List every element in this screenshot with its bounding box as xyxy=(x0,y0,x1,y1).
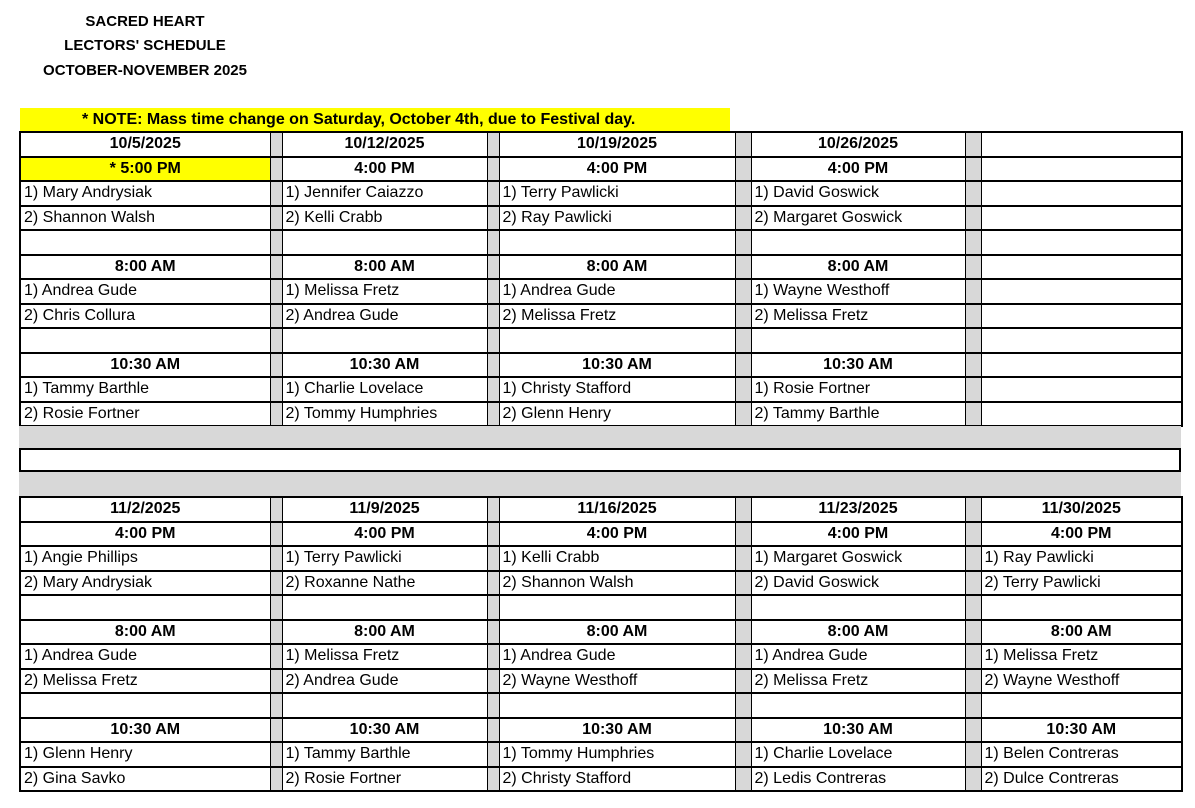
column-separator xyxy=(965,353,981,378)
empty-cell xyxy=(20,595,270,620)
mass-time-cell: 8:00 AM xyxy=(282,255,487,280)
lector-cell: 2) Rosie Fortner xyxy=(20,402,270,427)
service-date-cell: 10/19/2025 xyxy=(499,132,735,157)
title-schedule: LECTORS' SCHEDULE xyxy=(64,37,226,54)
lector-cell: 2) Shannon Walsh xyxy=(20,206,270,231)
november-row-t8 xyxy=(20,620,1182,645)
column-separator xyxy=(487,353,499,378)
column-separator xyxy=(735,353,751,378)
lector-cell: 2) Melissa Fretz xyxy=(499,304,735,329)
lector-cell: 1) Kelli Crabb xyxy=(499,546,735,571)
lector-cell xyxy=(981,206,1182,231)
lector-cell: 1) Jennifer Caiazzo xyxy=(282,181,487,206)
column-separator xyxy=(270,181,282,206)
column-separator xyxy=(735,206,751,231)
column-separator xyxy=(735,279,751,304)
mass-time-cell: 4:00 PM xyxy=(499,522,735,547)
column-separator xyxy=(965,230,981,255)
column-separator xyxy=(735,718,751,743)
mass-time-cell: 10:30 AM xyxy=(282,353,487,378)
service-date-cell: 11/16/2025 xyxy=(499,497,735,522)
mass-time-cell: 10:30 AM xyxy=(751,718,965,743)
lector-cell xyxy=(981,181,1182,206)
lector-cell: 1) Tommy Humphries xyxy=(499,742,735,767)
mass-time-cell: * 5:00 PM xyxy=(20,157,270,182)
column-separator xyxy=(270,522,282,547)
column-separator xyxy=(487,181,499,206)
column-separator xyxy=(270,377,282,402)
column-separator xyxy=(487,742,499,767)
november-row-dates xyxy=(20,497,1182,522)
lector-cell: 2) Margaret Goswick xyxy=(751,206,965,231)
empty-cell xyxy=(751,595,965,620)
empty-cell xyxy=(282,693,487,718)
lector-cell: 2) Ray Pawlicki xyxy=(499,206,735,231)
column-separator xyxy=(965,279,981,304)
column-separator xyxy=(270,767,282,792)
service-date-cell: 10/26/2025 xyxy=(751,132,965,157)
lector-cell xyxy=(981,402,1182,427)
column-separator xyxy=(487,693,499,718)
mass-time-cell: 8:00 AM xyxy=(20,620,270,645)
lector-cell: 1) Belen Contreras xyxy=(981,742,1182,767)
mass-time-cell: 4:00 PM xyxy=(499,157,735,182)
november-row-blank xyxy=(20,595,1182,620)
november-rows xyxy=(20,497,1182,791)
column-separator xyxy=(487,595,499,620)
separator-band-bottom xyxy=(19,472,1181,496)
lector-cell: 2) Melissa Fretz xyxy=(20,669,270,694)
mass-time-cell: 10:30 AM xyxy=(981,718,1182,743)
october-rows xyxy=(20,132,1182,426)
lector-cell: 1) Andrea Gude xyxy=(499,644,735,669)
column-separator xyxy=(270,353,282,378)
column-separator xyxy=(735,595,751,620)
empty-cell xyxy=(499,328,735,353)
lector-cell: 2) Glenn Henry xyxy=(499,402,735,427)
title-parish: SACRED HEART xyxy=(85,13,205,30)
november-row-t1030 xyxy=(20,718,1182,743)
empty-cell xyxy=(981,230,1182,255)
column-separator xyxy=(270,497,282,522)
empty-cell xyxy=(751,230,965,255)
november-row-m8_r2 xyxy=(20,669,1182,694)
column-separator xyxy=(735,157,751,182)
mass-time-cell xyxy=(981,353,1182,378)
column-separator xyxy=(965,255,981,280)
column-separator xyxy=(270,304,282,329)
october-row-blank xyxy=(20,328,1182,353)
lector-cell: 1) Glenn Henry xyxy=(20,742,270,767)
october-row-t1030 xyxy=(20,353,1182,378)
october-row-sat_r2 xyxy=(20,206,1182,231)
mass-time-cell: 4:00 PM xyxy=(751,157,965,182)
october-row-dates xyxy=(20,132,1182,157)
service-date-cell: 11/9/2025 xyxy=(282,497,487,522)
november-schedule-table xyxy=(19,496,1183,792)
lector-cell: 1) Terry Pawlicki xyxy=(282,546,487,571)
november-row-sat_r1 xyxy=(20,546,1182,571)
november-row-m8_r1 xyxy=(20,644,1182,669)
lector-cell: 2) Wayne Westhoff xyxy=(981,669,1182,694)
column-separator xyxy=(270,255,282,280)
lector-cell: 2) Mary Andrysiak xyxy=(20,571,270,596)
column-separator xyxy=(735,255,751,280)
mass-time-cell: 10:30 AM xyxy=(282,718,487,743)
column-separator xyxy=(735,669,751,694)
october-row-sat_times xyxy=(20,157,1182,182)
column-separator xyxy=(270,279,282,304)
column-separator xyxy=(270,328,282,353)
column-separator xyxy=(735,497,751,522)
empty-cell xyxy=(20,328,270,353)
column-separator xyxy=(487,644,499,669)
column-separator xyxy=(735,181,751,206)
column-separator xyxy=(965,546,981,571)
empty-cell xyxy=(20,230,270,255)
lector-cell: 1) Andrea Gude xyxy=(20,279,270,304)
column-separator xyxy=(487,157,499,182)
lector-cell: 2) David Goswick xyxy=(751,571,965,596)
lector-cell: 2) Chris Collura xyxy=(20,304,270,329)
mass-time-cell: 10:30 AM xyxy=(751,353,965,378)
empty-cell xyxy=(981,693,1182,718)
lector-cell xyxy=(981,377,1182,402)
service-date-cell: 11/23/2025 xyxy=(751,497,965,522)
lector-cell: 1) Terry Pawlicki xyxy=(499,181,735,206)
column-separator xyxy=(735,328,751,353)
lector-cell: 2) Christy Stafford xyxy=(499,767,735,792)
column-separator xyxy=(735,571,751,596)
service-date-cell: 11/2/2025 xyxy=(20,497,270,522)
column-separator xyxy=(965,377,981,402)
column-separator xyxy=(965,767,981,792)
lector-cell: 2) Kelli Crabb xyxy=(282,206,487,231)
note-banner: * NOTE: Mass time change on Saturday, October 4th, due to Festival day. xyxy=(20,108,730,131)
column-separator xyxy=(487,304,499,329)
mass-time-cell: 4:00 PM xyxy=(20,522,270,547)
empty-cell xyxy=(751,693,965,718)
empty-cell xyxy=(981,595,1182,620)
mass-time-cell: 4:00 PM xyxy=(981,522,1182,547)
column-separator xyxy=(965,693,981,718)
lector-cell: 2) Andrea Gude xyxy=(282,304,487,329)
october-row-m1030_r1 xyxy=(20,377,1182,402)
column-separator xyxy=(487,377,499,402)
mass-time-cell: 10:30 AM xyxy=(20,353,270,378)
column-separator xyxy=(270,595,282,620)
column-separator xyxy=(487,620,499,645)
column-separator xyxy=(270,718,282,743)
service-date-cell xyxy=(981,132,1182,157)
lector-cell: 1) Margaret Goswick xyxy=(751,546,965,571)
lector-cell: 2) Ledis Contreras xyxy=(751,767,965,792)
mass-time-cell: 8:00 AM xyxy=(751,620,965,645)
separator-band-top xyxy=(19,426,1181,448)
lector-cell: 2) Terry Pawlicki xyxy=(981,571,1182,596)
mass-time-cell: 8:00 AM xyxy=(751,255,965,280)
november-row-sat_r2 xyxy=(20,571,1182,596)
service-date-cell: 11/30/2025 xyxy=(981,497,1182,522)
lector-cell: 2) Rosie Fortner xyxy=(282,767,487,792)
lector-cell: 1) Wayne Westhoff xyxy=(751,279,965,304)
november-row-m1030_r1 xyxy=(20,742,1182,767)
column-separator xyxy=(965,304,981,329)
column-separator xyxy=(487,669,499,694)
column-separator xyxy=(965,497,981,522)
mass-time-cell: 8:00 AM xyxy=(499,255,735,280)
column-separator xyxy=(965,328,981,353)
column-separator xyxy=(270,742,282,767)
lector-cell: 2) Gina Savko xyxy=(20,767,270,792)
column-separator xyxy=(965,742,981,767)
column-separator xyxy=(965,522,981,547)
column-separator xyxy=(487,718,499,743)
empty-cell xyxy=(282,230,487,255)
column-separator xyxy=(487,571,499,596)
lector-cell: 2) Andrea Gude xyxy=(282,669,487,694)
mass-time-cell: 8:00 AM xyxy=(981,620,1182,645)
column-separator xyxy=(735,644,751,669)
column-separator xyxy=(487,497,499,522)
column-separator xyxy=(270,402,282,427)
lector-cell: 1) Angie Phillips xyxy=(20,546,270,571)
column-separator xyxy=(965,620,981,645)
lector-cell: 1) Tammy Barthle xyxy=(282,742,487,767)
lector-cell: 2) Dulce Contreras xyxy=(981,767,1182,792)
empty-cell xyxy=(981,328,1182,353)
lector-cell: 2) Shannon Walsh xyxy=(499,571,735,596)
lector-cell: 1) Charlie Lovelace xyxy=(751,742,965,767)
service-date-cell: 10/5/2025 xyxy=(20,132,270,157)
november-row-sat_times xyxy=(20,522,1182,547)
column-separator xyxy=(735,230,751,255)
mass-time-cell: 8:00 AM xyxy=(499,620,735,645)
column-separator xyxy=(270,546,282,571)
mass-time-cell: 8:00 AM xyxy=(282,620,487,645)
mass-time-cell: 10:30 AM xyxy=(499,718,735,743)
lector-cell: 2) Tammy Barthle xyxy=(751,402,965,427)
mass-time-cell: 8:00 AM xyxy=(20,255,270,280)
empty-cell xyxy=(282,328,487,353)
column-separator xyxy=(735,402,751,427)
empty-cell xyxy=(499,693,735,718)
column-separator xyxy=(270,571,282,596)
blank-row xyxy=(19,448,1181,472)
empty-cell xyxy=(499,595,735,620)
column-separator xyxy=(270,157,282,182)
column-separator xyxy=(735,767,751,792)
october-row-m8_r1 xyxy=(20,279,1182,304)
lector-cell: 1) Mary Andrysiak xyxy=(20,181,270,206)
column-separator xyxy=(487,402,499,427)
mass-time-cell: 4:00 PM xyxy=(282,157,487,182)
column-separator xyxy=(965,571,981,596)
column-separator xyxy=(735,693,751,718)
column-separator xyxy=(735,742,751,767)
lector-cell: 1) Melissa Fretz xyxy=(981,644,1182,669)
lector-cell: 2) Roxanne Nathe xyxy=(282,571,487,596)
november-row-m1030_r2 xyxy=(20,767,1182,792)
empty-cell xyxy=(20,693,270,718)
column-separator xyxy=(965,206,981,231)
october-row-sat_r1 xyxy=(20,181,1182,206)
column-separator xyxy=(735,522,751,547)
service-date-cell: 10/12/2025 xyxy=(282,132,487,157)
column-separator xyxy=(965,718,981,743)
column-separator xyxy=(270,693,282,718)
title-period: OCTOBER-NOVEMBER 2025 xyxy=(43,62,247,79)
lector-cell: 1) Ray Pawlicki xyxy=(981,546,1182,571)
lector-cell: 2) Melissa Fretz xyxy=(751,669,965,694)
lector-cell: 1) Charlie Lovelace xyxy=(282,377,487,402)
column-separator xyxy=(965,181,981,206)
mass-time-cell: 4:00 PM xyxy=(751,522,965,547)
october-row-m8_r2 xyxy=(20,304,1182,329)
column-separator xyxy=(965,157,981,182)
column-separator xyxy=(487,206,499,231)
lector-cell: 2) Wayne Westhoff xyxy=(499,669,735,694)
column-separator xyxy=(487,279,499,304)
lector-cell: 1) Andrea Gude xyxy=(20,644,270,669)
column-separator xyxy=(487,230,499,255)
column-separator xyxy=(487,767,499,792)
column-separator xyxy=(735,132,751,157)
mass-time-cell: 4:00 PM xyxy=(282,522,487,547)
column-separator xyxy=(965,402,981,427)
lector-cell: 2) Melissa Fretz xyxy=(751,304,965,329)
october-schedule-table xyxy=(19,131,1183,427)
column-separator xyxy=(965,595,981,620)
lector-cell: 1) David Goswick xyxy=(751,181,965,206)
lector-cell: 1) Andrea Gude xyxy=(499,279,735,304)
column-separator xyxy=(735,377,751,402)
column-separator xyxy=(487,546,499,571)
mass-time-cell: 10:30 AM xyxy=(20,718,270,743)
october-row-blank xyxy=(20,230,1182,255)
october-row-m1030_r2 xyxy=(20,402,1182,427)
mass-time-cell xyxy=(981,157,1182,182)
lector-cell: 1) Tammy Barthle xyxy=(20,377,270,402)
column-separator xyxy=(270,644,282,669)
column-separator xyxy=(487,522,499,547)
november-row-blank xyxy=(20,693,1182,718)
column-separator xyxy=(735,620,751,645)
empty-cell xyxy=(282,595,487,620)
october-row-t8 xyxy=(20,255,1182,280)
column-separator xyxy=(735,304,751,329)
column-separator xyxy=(965,644,981,669)
lector-cell: 2) Tommy Humphries xyxy=(282,402,487,427)
column-separator xyxy=(965,132,981,157)
mass-time-cell: 10:30 AM xyxy=(499,353,735,378)
lector-cell xyxy=(981,304,1182,329)
column-separator xyxy=(270,669,282,694)
lector-cell: 1) Rosie Fortner xyxy=(751,377,965,402)
lector-cell xyxy=(981,279,1182,304)
column-separator xyxy=(270,206,282,231)
lector-cell: 1) Andrea Gude xyxy=(751,644,965,669)
column-separator xyxy=(487,255,499,280)
column-separator xyxy=(270,132,282,157)
column-separator xyxy=(270,620,282,645)
lector-cell: 1) Christy Stafford xyxy=(499,377,735,402)
empty-cell xyxy=(499,230,735,255)
lector-cell: 1) Melissa Fretz xyxy=(282,644,487,669)
column-separator xyxy=(735,546,751,571)
mass-time-cell xyxy=(981,255,1182,280)
empty-cell xyxy=(751,328,965,353)
column-separator xyxy=(965,669,981,694)
column-separator xyxy=(487,328,499,353)
column-separator xyxy=(270,230,282,255)
lector-cell: 1) Melissa Fretz xyxy=(282,279,487,304)
column-separator xyxy=(487,132,499,157)
